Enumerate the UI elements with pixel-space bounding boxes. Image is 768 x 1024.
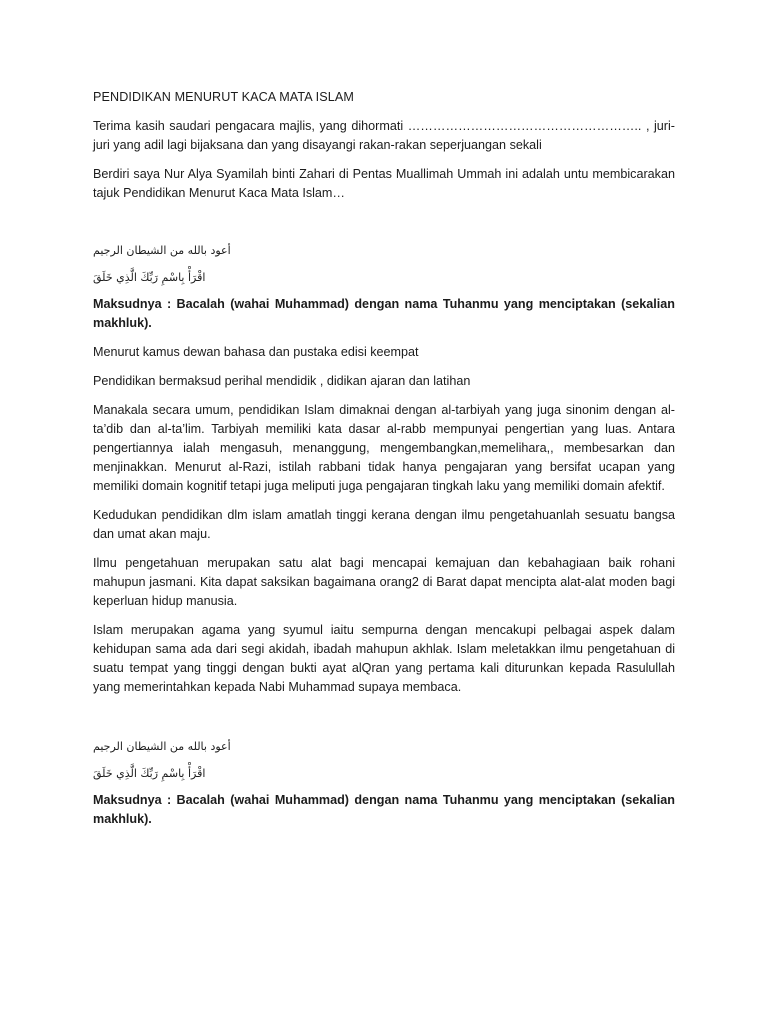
iqra-verse: اقْرَأْ بِاسْمِ رَبِّكَ الَّذِي خَلَقَ [93,271,206,284]
kamus-paragraph: Menurut kamus dewan bahasa dan pustaka edisi keempat [93,345,419,359]
definition-paragraph: Pendidikan bermaksud perihal mendidik , didikan ajaran dan latihan [93,374,471,388]
ilmu-paragraph: Ilmu pengetahuan merupakan satu alat bagi mencapai kemajuan dan kebahagiaan baik rohani mahupun jasmani. Kita dapat saksikan bagaimana orang2 di Barat dapat mencipta alat-alat moden bagi keperluan hidup manusia. [93,556,675,608]
tarbiyah-paragraph: Manakala secara umum, pendidikan Islam dimaknai dengan al-tarbiyah yang juga sinonim dengan al-ta’dib dan al-ta’lim. Tarbiyah memiliki kata dasar al-rabb mempunyai pengertian yang luas. Antara pengertiannya ialah mengasuh, menanggung, mengembangkan,memelihara,, membesarkan dan menjinakkan. Menurut al-Razi, istilah rabbani tidak hanya pengajaran yang bersifat ucapan yang memiliki domain kognitif tetapi juga meliputi juga pengajaran tingkah laku yang memiliki domain afektif. [93,403,675,493]
taawwudz-verse-2: أعود بالله من الشيطان الرجيم [93,740,231,753]
taawwudz-verse: أعود بالله من الشيطان الرجيم [93,244,231,257]
greeting-paragraph: Terima kasih saudari pengacara majlis, yang dihormati ……………………………………………….. , juri-juri yang adil lagi bijaksana dan yang disayangi rakan-rakan seperjuangan sekali [93,119,675,152]
document-title: PENDIDIKAN MENURUT KACA MATA ISLAM [93,90,354,104]
verse-meaning-2: Maksudnya : Bacalah (wahai Muhammad) dengan nama Tuhanmu yang menciptakan (sekalian makhluk). [93,793,675,826]
iqra-verse-2: اقْرَأْ بِاسْمِ رَبِّكَ الَّذِي خَلَقَ [93,767,206,780]
islam-paragraph: Islam merupakan agama yang syumul iaitu sempurna dengan mencakupi pelbagai aspek dalam kehidupan sama ada dari segi akidah, ibadah mahupun akhlak. Islam meletakkan ilmu pengetahuan di suatu tempat yang tinggi dengan bukti ayat alQran yang pertama kali diturunkan kepada Rasulullah yang memerintahkan kepada Nabi Muhammad supaya membaca. [93,623,675,694]
verse-meaning: Maksudnya : Bacalah (wahai Muhammad) dengan nama Tuhanmu yang menciptakan (sekalian makhluk). [93,297,675,330]
kedudukan-paragraph: Kedudukan pendidikan dlm islam amatlah tinggi kerana dengan ilmu pengetahuanlah sesuatu bangsa dan umat akan maju. [93,508,675,541]
document-page [93,88,675,839]
intro-paragraph: Berdiri saya Nur Alya Syamilah binti Zahari di Pentas Muallimah Ummah ini adalah untu membicarakan tajuk Pendidikan Menurut Kaca Mata Islam… [93,167,675,200]
